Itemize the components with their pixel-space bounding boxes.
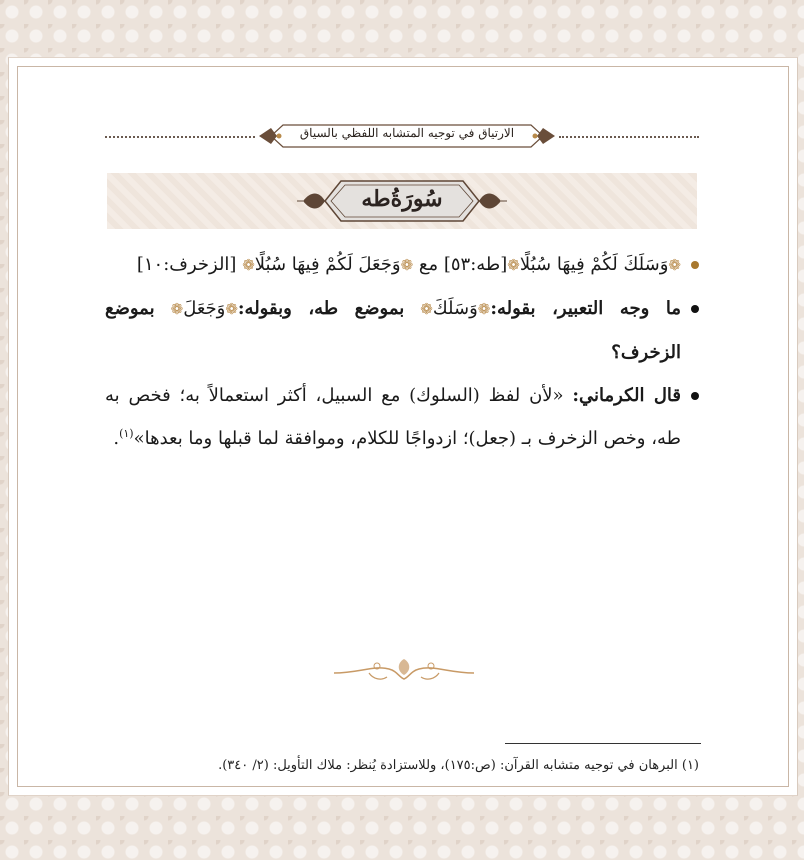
- footnote-rule: [505, 743, 701, 744]
- page: [8, 57, 798, 796]
- section-divider-ornament-icon: [329, 653, 479, 693]
- list-item: [105, 287, 699, 374]
- question-middle: بموضع طه، وبقوله:: [237, 298, 405, 319]
- running-header: [105, 120, 699, 154]
- running-header-title: الارتياق في توجيه المتشابه اللفظي بالسياق: [299, 126, 515, 140]
- question-end: بموضع الزخرف؟: [105, 298, 681, 363]
- quoted-word: وَسَلَكَ: [432, 298, 478, 319]
- ayah-text: وَجَعَلَ لَكُمْ فِيهَا سُبُلًا: [254, 254, 401, 275]
- answer-tail: .: [113, 428, 120, 449]
- ayah-reference: [الزخرف:١٠]: [136, 254, 237, 275]
- dotted-rule-right: [559, 136, 699, 138]
- footnote: (١) البرهان في توجيه متشابه القرآن: (ص:١٧٥)، وللاستزادة يُنظر: ملاك التأويل: (٢/ ٣٤٠).: [218, 758, 699, 773]
- ornament-bracket-icon: ❁: [668, 256, 681, 274]
- bullet-icon: [691, 305, 699, 313]
- surah-title: سُورَةُطه: [361, 186, 443, 212]
- header-cartouche: [257, 122, 557, 150]
- conjunction: مع: [418, 254, 439, 275]
- bullet-icon: [691, 392, 699, 400]
- surah-banner: [107, 173, 697, 229]
- answer-label: قال الكرماني:: [572, 385, 681, 406]
- footnote-marker[interactable]: (١): [119, 427, 134, 440]
- ornament-bracket-icon: ❁: [225, 300, 238, 318]
- answer-quote: «لأن لفظ (السلوك) مع السبيل، أكثر استعمالاً به؛ فخص به طه، وخص الزخرف بـ (جعل)؛ ازدواجًا للكلام، وموافقة لما قبلها وما بعدها»: [105, 385, 681, 449]
- ornament-bracket-icon: ❁: [420, 300, 433, 318]
- bullet-gold-icon: [691, 261, 699, 269]
- quoted-word: وَجَعَلَ: [183, 298, 226, 319]
- surah-plate: [297, 173, 507, 229]
- ornament-bracket-icon: ❁: [170, 300, 184, 318]
- list-item: [105, 374, 699, 460]
- list-item: [105, 243, 699, 287]
- ornament-bracket-icon: ❁: [242, 256, 255, 274]
- ornament-bracket-icon: ❁: [400, 256, 414, 274]
- dotted-rule-left: [105, 136, 255, 138]
- question-label: ما وجه التعبير، بقوله:: [490, 298, 681, 319]
- ayah-reference: [طه:٥٣]: [443, 254, 508, 275]
- ornament-bracket-icon: ❁: [477, 300, 491, 318]
- ayah-text: وَسَلَكَ لَكُمْ فِيهَا سُبُلًا: [519, 254, 669, 275]
- body-text: [105, 243, 699, 460]
- ornament-bracket-icon: ❁: [507, 256, 520, 274]
